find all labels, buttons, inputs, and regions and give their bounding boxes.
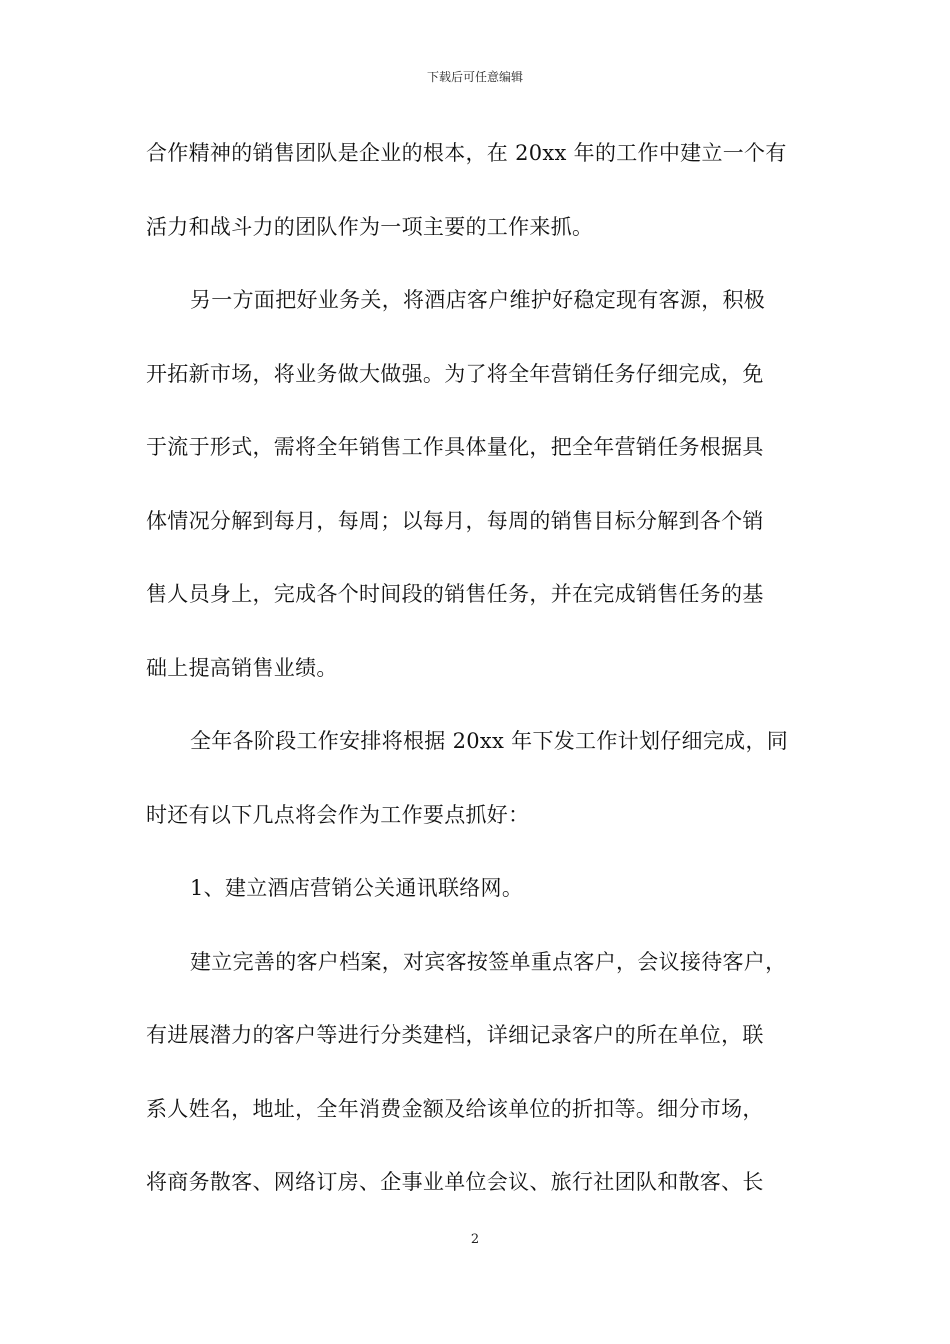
text-line: 将商务散客、网络订房、企事业单位会议、旅行社团队和散客、长 <box>146 1170 764 1194</box>
text-line: 时还有以下几点将会作为工作要点抓好： <box>146 802 530 827</box>
text-line: 系人姓名，地址，全年消费金额及给该单位的折扣等。细分市场， <box>146 1096 764 1121</box>
text-line: 体情况分解到每月，每周；以每月，每周的销售目标分解到各个销 <box>146 508 764 533</box>
page-header: 下载后可任意编辑 <box>426 70 523 84</box>
text-line: 础上提高销售业绩。 <box>146 655 338 680</box>
page-number: 2 <box>470 1232 480 1247</box>
paragraph-start-line: 全年各阶段工作安排将根据 20xx 年下发工作计划仔细完成，同 <box>190 729 789 753</box>
text-line: 合作精神的销售团队是企业的根本，在 20xx 年的工作中建立一个有 <box>146 141 787 165</box>
paragraph-start-line: 另一方面把好业务关，将酒店客户维护好稳定现有客源，积极 <box>190 288 766 312</box>
text-line: 于流于形式，需将全年销售工作具体量化，把全年营销任务根据具 <box>146 435 764 459</box>
paragraph-start-line: 建立完善的客户档案，对宾客按签单重点客户，会议接待客户， <box>190 949 787 974</box>
section-heading: 1、建立酒店营销公关通讯联络网。 <box>190 876 524 900</box>
document-body <box>146 128 812 1231</box>
text-line: 有进展潜力的客户等进行分类建档，详细记录客户的所在单位，联 <box>146 1023 764 1047</box>
text-line: 活力和战斗力的团队作为一项主要的工作来抓。 <box>146 214 594 239</box>
text-line: 开拓新市场，将业务做大做强。为了将全年营销任务仔细完成，免 <box>146 361 764 386</box>
text-line: 售人员身上，完成各个时间段的销售任务，并在完成销售任务的基 <box>146 582 764 606</box>
